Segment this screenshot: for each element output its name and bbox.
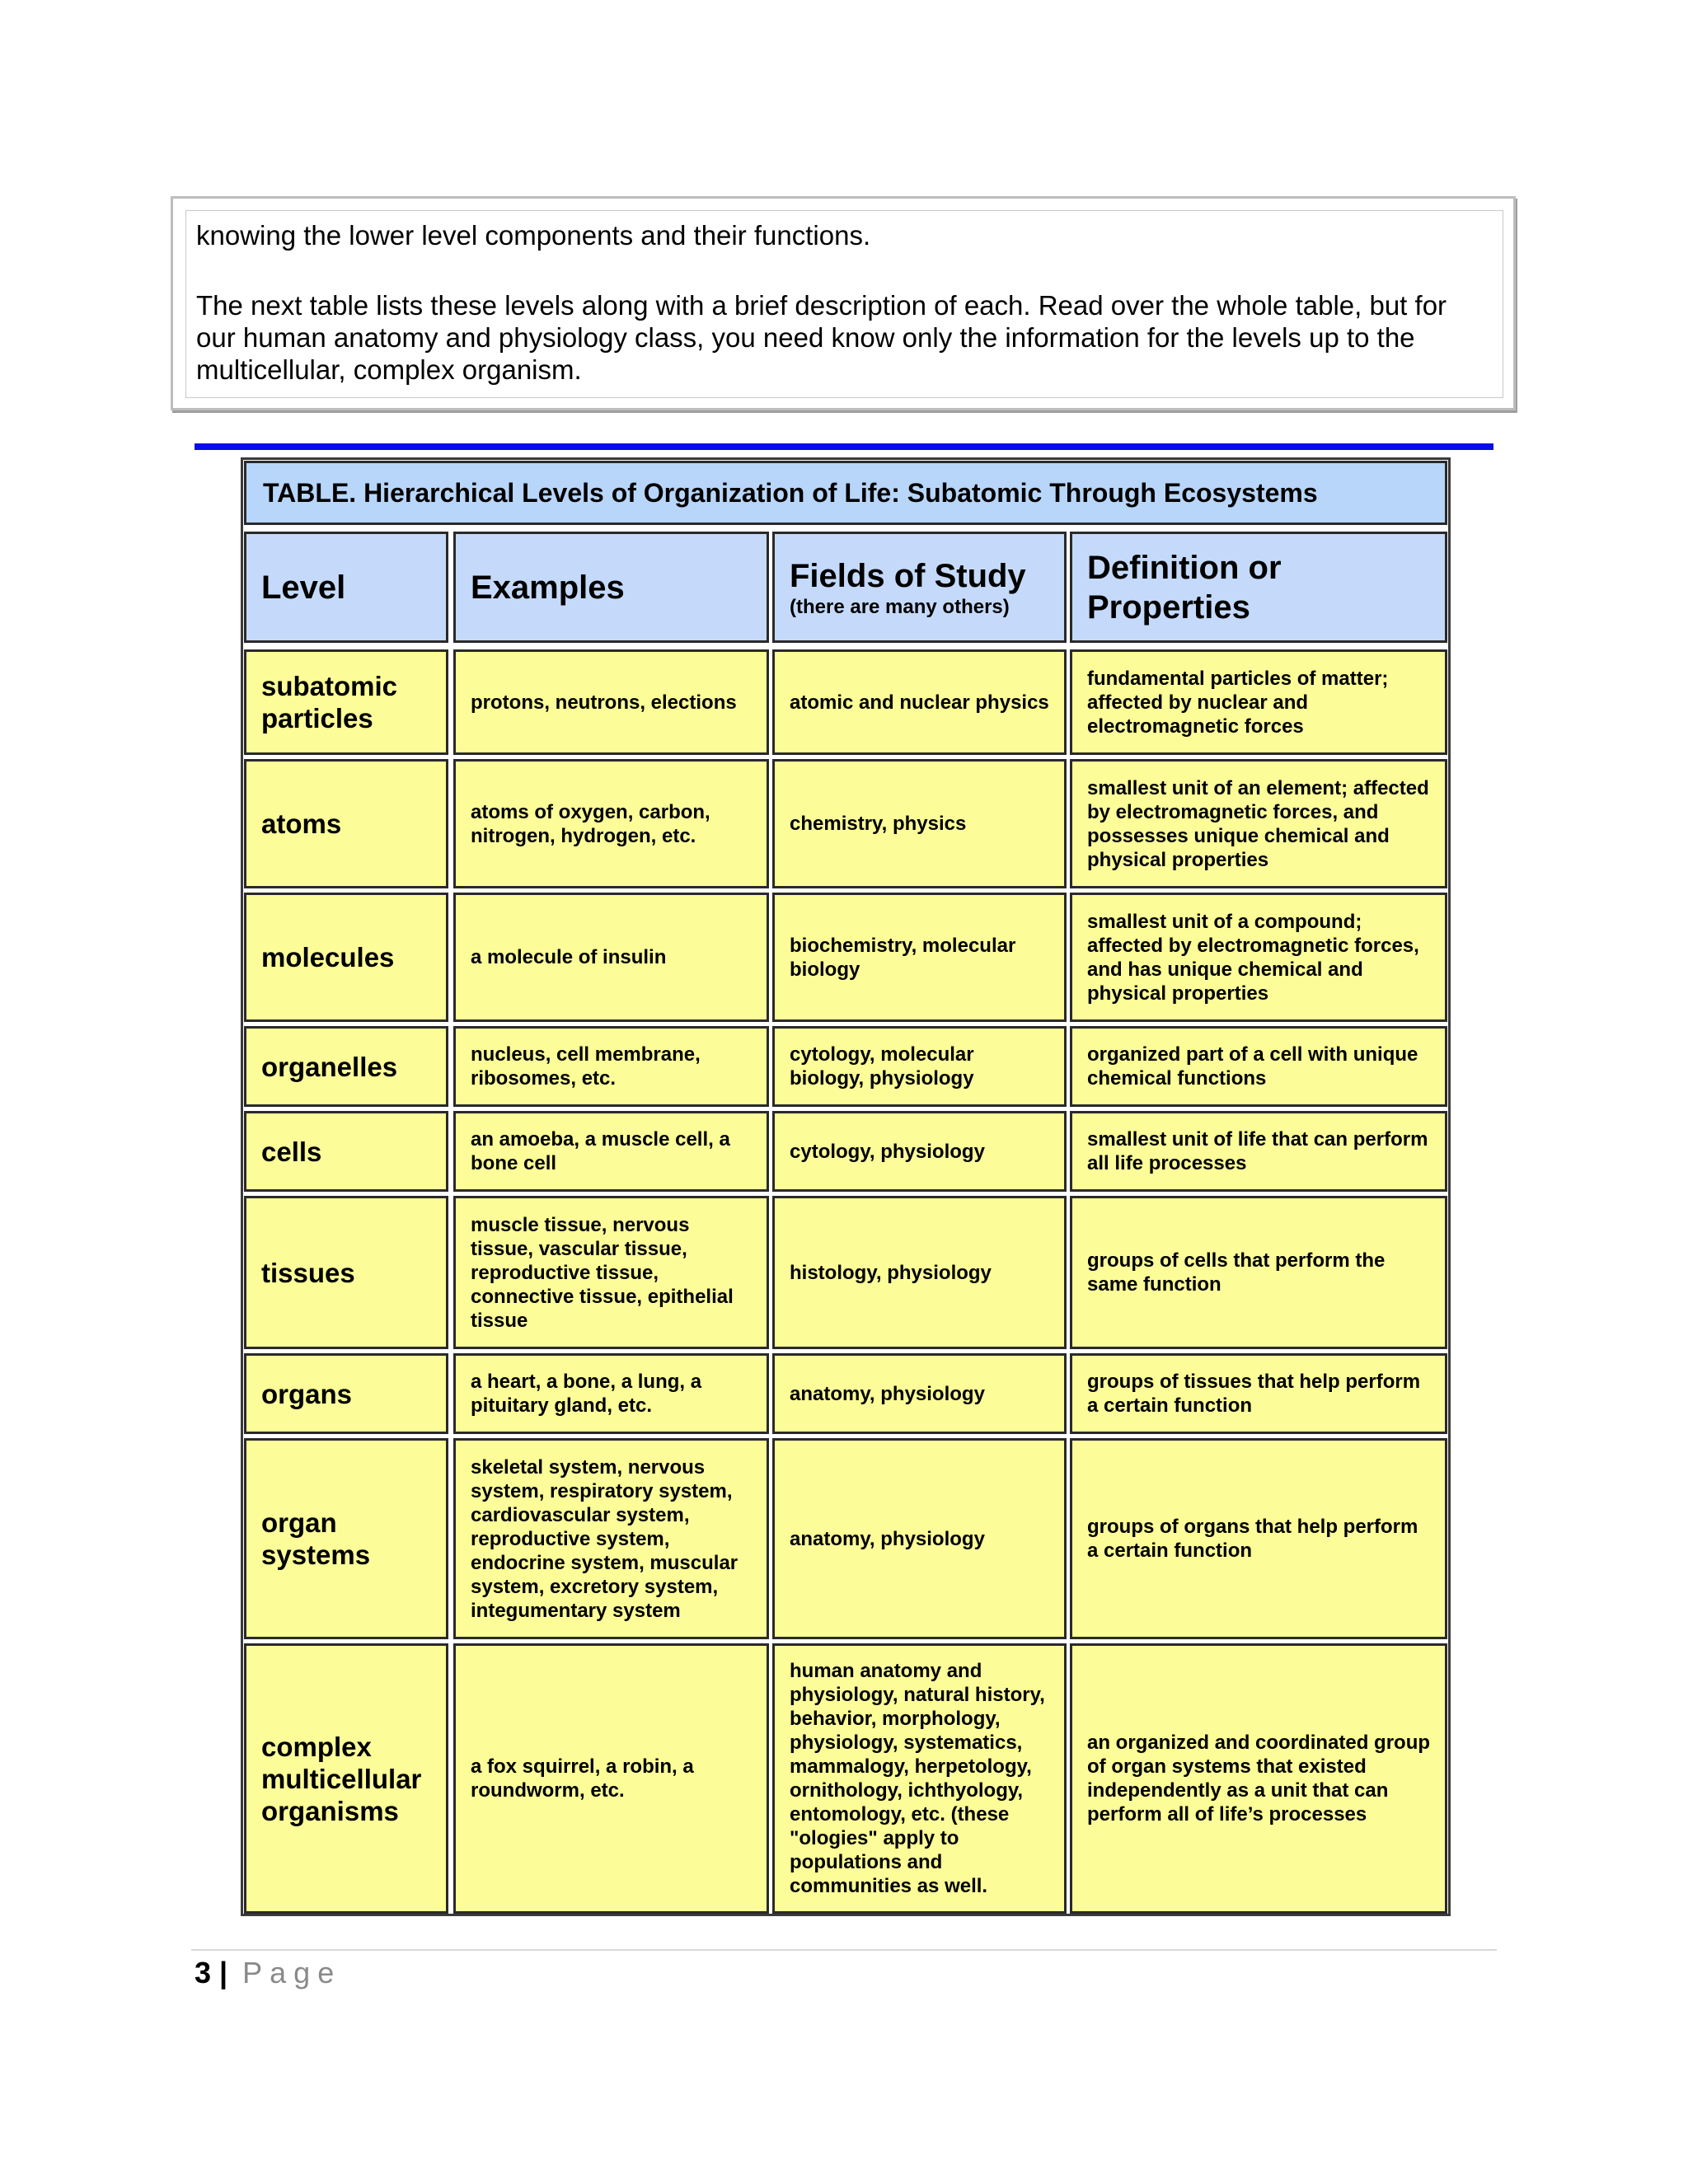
header-level: Level (244, 532, 448, 643)
blue-divider (195, 443, 1493, 450)
page-separator: | (219, 1956, 228, 1990)
row-examples: nucleus, cell membrane, ribosomes, etc. (453, 1026, 769, 1107)
row-examples: an amoeba, a muscle cell, a bone cell (453, 1111, 769, 1192)
page-footer (195, 1955, 341, 1991)
row-level: atoms (244, 759, 448, 888)
row-level: molecules (244, 893, 448, 1022)
header-fields (772, 532, 1067, 643)
row-fields: anatomy, physiology (772, 1438, 1067, 1639)
row-fields: chemistry, physics (772, 759, 1067, 888)
header-fields-note: (there are many others) (790, 595, 1010, 618)
row-examples: protons, neutrons, elections (453, 649, 769, 755)
intro-paragraph: The next table lists these levels along with a brief description of each. Read over the whole table, but for our human anatomy and physiology class, you need know only the information for the levels up to the multicellular, complex organism. (196, 290, 1447, 385)
row-definition: groups of cells that perform the same function (1070, 1196, 1447, 1349)
row-level: subatomic particles (244, 649, 448, 755)
intro-text-inner (185, 210, 1503, 398)
hierarchy-table (241, 457, 1451, 1916)
row-fields: human anatomy and physiology, natural history, behavior, morphology, physiology, systematics, mammalogy, herpetology, ornithology, ichthyology, entomology, etc. (these "ologies" apply to populations and communities as well. (772, 1643, 1067, 1914)
row-level: organs (244, 1353, 448, 1434)
row-examples: a molecule of insulin (453, 893, 769, 1022)
row-examples: skeletal system, nervous system, respiratory system, cardiovascular system, reproductive system, endocrine system, muscular system, excretory system, integumentary system (453, 1438, 769, 1639)
row-definition: smallest unit of life that can perform all life processes (1070, 1111, 1447, 1192)
header-fields-title: Fields of Study (790, 557, 1026, 594)
table-title: TABLE. Hierarchical Levels of Organization of Life: Subatomic Through Ecosystems (244, 461, 1447, 525)
header-definition: Definition or Properties (1070, 532, 1447, 643)
row-fields: anatomy, physiology (772, 1353, 1067, 1434)
intro-text-box (171, 196, 1516, 410)
row-definition: organized part of a cell with unique chemical functions (1070, 1026, 1447, 1107)
row-definition: groups of organs that help perform a certain function (1070, 1438, 1447, 1639)
page-number: 3 (195, 1956, 212, 1990)
row-definition: smallest unit of an element; affected by electromagnetic forces, and possesses unique chemical and physical properties (1070, 759, 1447, 888)
row-examples: a fox squirrel, a robin, a roundworm, etc. (453, 1643, 769, 1914)
row-definition: an organized and coordinated group of organ systems that existed independently as a unit that can perform all of life’s processes (1070, 1643, 1447, 1914)
row-examples: atoms of oxygen, carbon, nitrogen, hydrogen, etc. (453, 759, 769, 888)
row-examples: muscle tissue, nervous tissue, vascular tissue, reproductive tissue, connective tissue, epithelial tissue (453, 1196, 769, 1349)
footer-divider (191, 1949, 1497, 1951)
row-level: organ systems (244, 1438, 448, 1639)
row-examples: a heart, a bone, a lung, a pituitary gland, etc. (453, 1353, 769, 1434)
row-level: complex multicellular organisms (244, 1643, 448, 1914)
row-definition: groups of tissues that help perform a certain function (1070, 1353, 1447, 1434)
row-level: cells (244, 1111, 448, 1192)
row-fields: cytology, molecular biology, physiology (772, 1026, 1067, 1107)
row-fields: biochemistry, molecular biology (772, 893, 1067, 1022)
row-definition: smallest unit of a compound; affected by electromagnetic forces, and has unique chemical and physical properties (1070, 893, 1447, 1022)
row-level: tissues (244, 1196, 448, 1349)
row-fields: atomic and nuclear physics (772, 649, 1067, 755)
page-label: Page (242, 1956, 342, 1990)
row-level: organelles (244, 1026, 448, 1107)
header-examples: Examples (453, 532, 769, 643)
row-fields: histology, physiology (772, 1196, 1067, 1349)
intro-line: knowing the lower level components and their functions. (196, 220, 871, 251)
row-fields: cytology, physiology (772, 1111, 1067, 1192)
row-definition: fundamental particles of matter; affected by nuclear and electromagnetic forces (1070, 649, 1447, 755)
